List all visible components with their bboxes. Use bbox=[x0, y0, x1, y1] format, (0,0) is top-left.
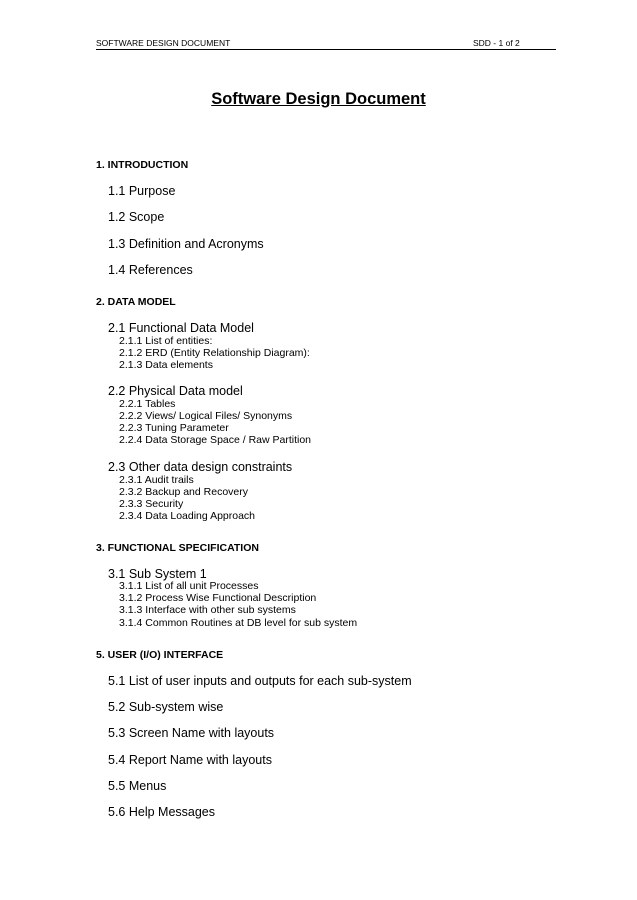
toc-subitem: 2.2.2 Views/ Logical Files/ Synonyms bbox=[119, 410, 293, 422]
header-document-name: SOFTWARE DESIGN DOCUMENT bbox=[96, 38, 231, 48]
toc-item: 5.3 Screen Name with layouts bbox=[108, 726, 275, 740]
section-heading-user-interface: 5. USER (I/O) INTERFACE bbox=[96, 649, 224, 661]
toc-item: 5.1 List of user inputs and outputs for each sub-system bbox=[108, 674, 412, 688]
toc-subsection: 2.1 Functional Data Model bbox=[108, 321, 254, 335]
page-header bbox=[96, 37, 556, 50]
toc-subitem: 2.1.2 ERD (Entity Relationship Diagram): bbox=[119, 347, 310, 359]
toc-item: 5.5 Menus bbox=[108, 779, 167, 793]
toc-subitem: 3.1.4 Common Routines at DB level for sub system bbox=[119, 617, 358, 629]
header-page-number: SDD - 1 of 2 bbox=[473, 38, 520, 48]
toc-subitem: 2.1.1 List of entities: bbox=[119, 335, 213, 347]
section-heading-introduction: 1. INTRODUCTION bbox=[96, 159, 189, 171]
section-heading-data-model: 2. DATA MODEL bbox=[96, 296, 176, 308]
section-heading-functional-specification: 3. FUNCTIONAL SPECIFICATION bbox=[96, 542, 259, 554]
toc-subitem: 2.1.3 Data elements bbox=[119, 359, 213, 371]
toc-item: 1.3 Definition and Acronyms bbox=[108, 237, 264, 251]
toc-subitem: 2.3.3 Security bbox=[119, 498, 184, 510]
toc-subsection: 2.3 Other data design constraints bbox=[108, 460, 293, 474]
toc-item: 5.4 Report Name with layouts bbox=[108, 753, 272, 767]
toc-item: 5.2 Sub-system wise bbox=[108, 700, 224, 714]
toc-item: 5.6 Help Messages bbox=[108, 805, 216, 819]
toc-subitem: 2.2.4 Data Storage Space / Raw Partition bbox=[119, 434, 312, 446]
toc-subitem: 3.1.2 Process Wise Functional Description bbox=[119, 592, 317, 604]
document-title: Software Design Document bbox=[211, 90, 426, 108]
toc-subitem: 2.3.2 Backup and Recovery bbox=[119, 486, 248, 498]
toc-subsection: 3.1 Sub System 1 bbox=[108, 567, 207, 581]
toc-subitem: 2.2.3 Tuning Parameter bbox=[119, 422, 229, 434]
toc-subsection: 2.2 Physical Data model bbox=[108, 384, 243, 398]
toc-subitem: 2.2.1 Tables bbox=[119, 398, 176, 410]
toc-subitem: 2.3.1 Audit trails bbox=[119, 474, 194, 486]
toc-subitem: 2.3.4 Data Loading Approach bbox=[119, 510, 256, 522]
toc-subitem: 3.1.3 Interface with other sub systems bbox=[119, 604, 296, 616]
toc-item: 1.4 References bbox=[108, 263, 193, 277]
toc-item: 1.1 Purpose bbox=[108, 184, 176, 198]
toc-item: 1.2 Scope bbox=[108, 210, 165, 224]
toc-subitem: 3.1.1 List of all unit Processes bbox=[119, 580, 259, 592]
